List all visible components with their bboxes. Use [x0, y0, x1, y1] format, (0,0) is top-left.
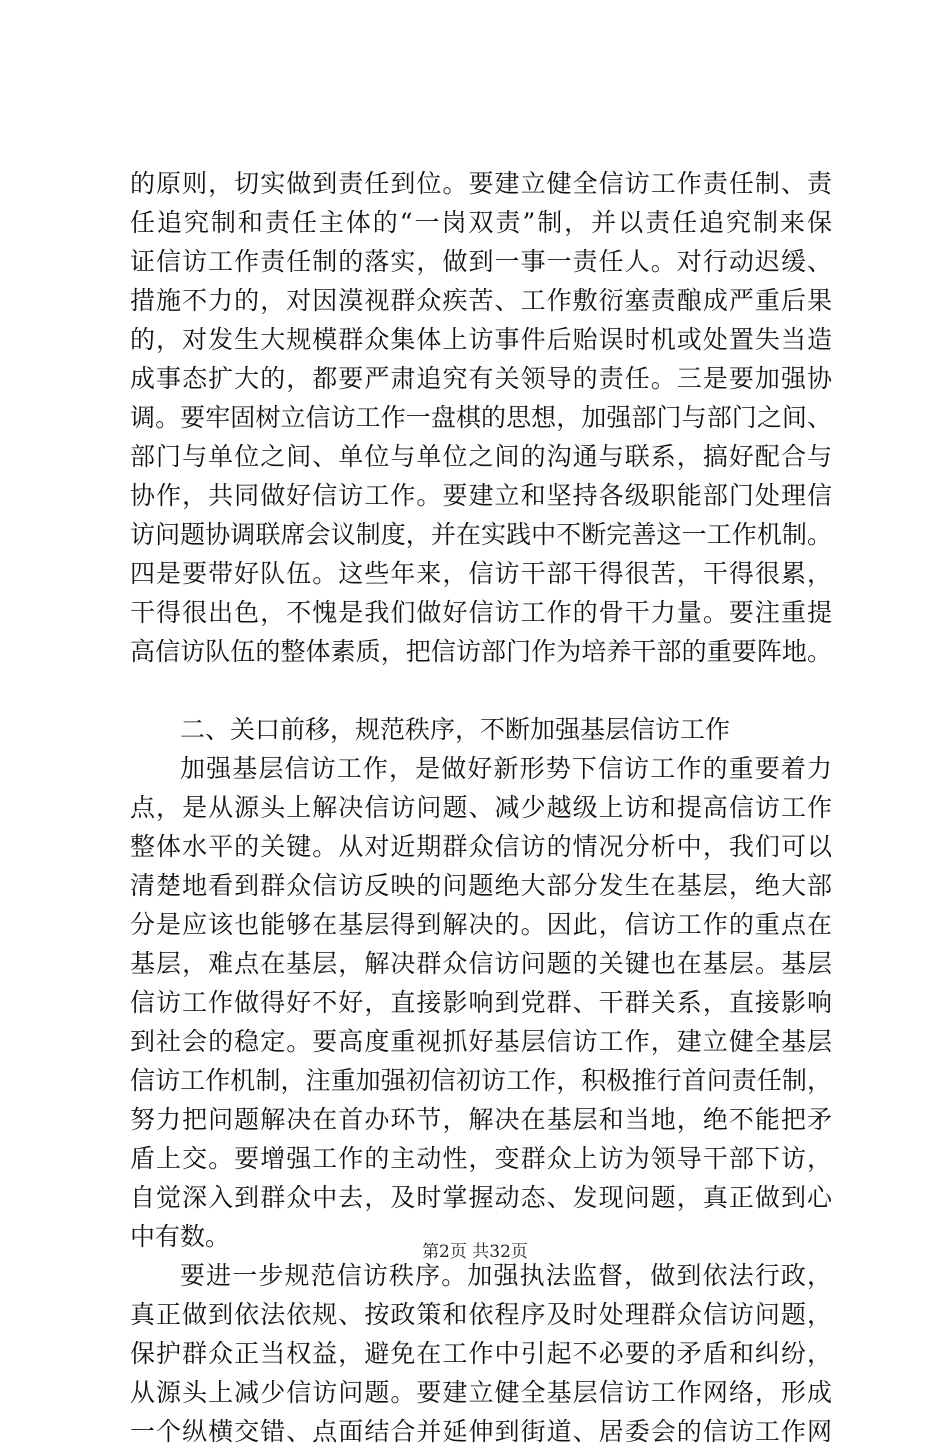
text-line: 加强基层信访工作，是做好新形势下信访工作的重要着力: [180, 754, 832, 783]
page-number-footer: 第2页 共32页: [422, 1242, 528, 1262]
text-line: 的原则，切实做到责任到位。要建立健全信访工作责任制、责: [130, 169, 832, 198]
text-line: 调。要牢固树立信访工作一盘棋的思想，加强部门与部门之间、: [130, 403, 832, 432]
text-line: 访问题协调联席会议制度，并在实践中不断完善这一工作机制。: [130, 520, 832, 549]
text-line: 证信访工作责任制的落实，做到一事一责任人。对行动迟缓、: [130, 247, 832, 276]
paragraph-order: [130, 1256, 832, 1451]
text-line: 部门与单位之间、单位与单位之间的沟通与联系，搞好配合与: [130, 442, 832, 471]
text-line: 措施不力的，对因漠视群众疾苦、工作敷衍塞责酿成严重后果: [130, 286, 832, 315]
paragraph-grassroots: [130, 749, 832, 1256]
text-line: 清楚地看到群众信访反映的问题绝大部分发生在基层，绝大部: [130, 871, 832, 900]
text-line: 保护群众正当权益，避免在工作中引起不必要的矛盾和纠纷，: [130, 1339, 832, 1368]
text-line: 基层，难点在基层，解决群众信访问题的关键也在基层。基层: [130, 949, 832, 978]
text-line: 整体水平的关键。从对近期群众信访的情况分析中，我们可以: [130, 832, 832, 861]
paragraph-responsibility: [130, 164, 832, 671]
text-line: 四是要带好队伍。这些年来，信访干部干得很苦，干得很累，: [130, 559, 832, 588]
text-line: 盾上交。要增强工作的主动性，变群众上访为领导干部下访，: [130, 1144, 832, 1173]
section-heading: 二、关口前移，规范秩序，不断加强基层信访工作: [180, 715, 731, 744]
text-line: 努力把问题解决在首办环节，解决在基层和当地，绝不能把矛: [130, 1105, 832, 1134]
text-line: 任追究制和责任主体的“一岗双责”制，并以责任追究制来保: [130, 208, 832, 237]
text-line: 中有数。: [130, 1222, 231, 1251]
paragraph-spacer: [130, 671, 832, 710]
text-line: 干得很出色，不愧是我们做好信访工作的骨干力量。要注重提: [130, 598, 832, 627]
text-line: 要进一步规范信访秩序。加强执法监督，做到依法行政，: [180, 1261, 832, 1290]
text-line: 自觉深入到群众中去，及时掌握动态、发现问题，真正做到心: [130, 1183, 832, 1212]
text-line: 一个纵横交错、点面结合并延伸到街道、居委会的信访工作网: [130, 1417, 832, 1446]
text-line: 高信访队伍的整体素质，把信访部门作为培养干部的重要阵地。: [130, 637, 832, 666]
text-line: 信访工作机制，注重加强初信初访工作，积极推行首问责任制，: [130, 1066, 832, 1095]
text-line: 到社会的稳定。要高度重视抓好基层信访工作，建立健全基层: [130, 1027, 832, 1056]
text-line: 点，是从源头上解决信访问题、减少越级上访和提高信访工作: [130, 793, 832, 822]
text-line: 从源头上减少信访问题。要建立健全基层信访工作网络，形成: [130, 1378, 832, 1407]
text-line: 的，对发生大规模群众集体上访事件后贻误时机或处置失当造: [130, 325, 832, 354]
text-line: 分是应该也能够在基层得到解决的。因此，信访工作的重点在: [130, 910, 832, 939]
text-line: 协作，共同做好信访工作。要建立和坚持各级职能部门处理信: [130, 481, 832, 510]
text-line: 真正做到依法依规、按政策和依程序及时处理群众信访问题，: [130, 1300, 832, 1329]
text-line: 信访工作做得好不好，直接影响到党群、干群关系，直接影响: [130, 988, 832, 1017]
text-line: 成事态扩大的，都要严肃追究有关领导的责任。三是要加强协: [130, 364, 832, 393]
